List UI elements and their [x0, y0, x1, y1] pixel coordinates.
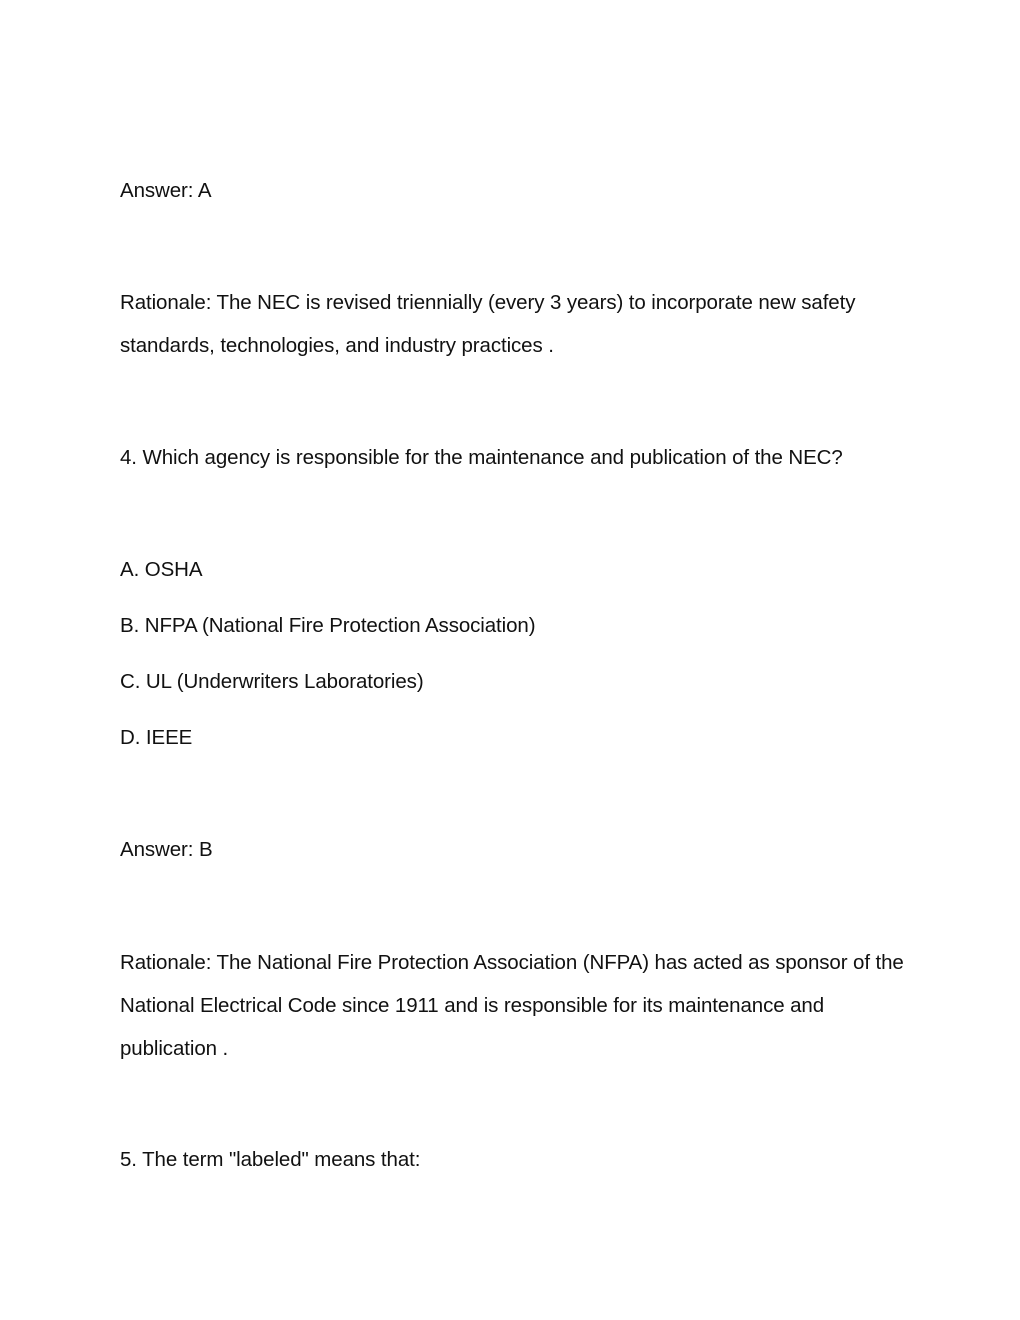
- rationale-3: Rationale: The NEC is revised triennially (every 3 years) to incorporate new safety standards, technologies, and industry practices .: [120, 291, 856, 357]
- option-4-d: D. IEEE: [120, 726, 193, 749]
- option-4-a: A. OSHA: [120, 558, 203, 581]
- option-4-c: C. UL (Underwriters Laboratories): [120, 670, 424, 693]
- answer-3: Answer: A: [120, 179, 212, 202]
- option-4-b: B. NFPA (National Fire Protection Association): [120, 614, 536, 637]
- question-5: 5. The term "labeled" means that:: [120, 1148, 421, 1171]
- answer-4: Answer: B: [120, 838, 213, 861]
- rationale-4: Rationale: The National Fire Protection Association (NFPA) has acted as sponsor of the National Electrical Code since 1911 and is responsible for its maintenance and publication .: [120, 951, 904, 1060]
- question-4: 4. Which agency is responsible for the maintenance and publication of the NEC?: [120, 446, 843, 469]
